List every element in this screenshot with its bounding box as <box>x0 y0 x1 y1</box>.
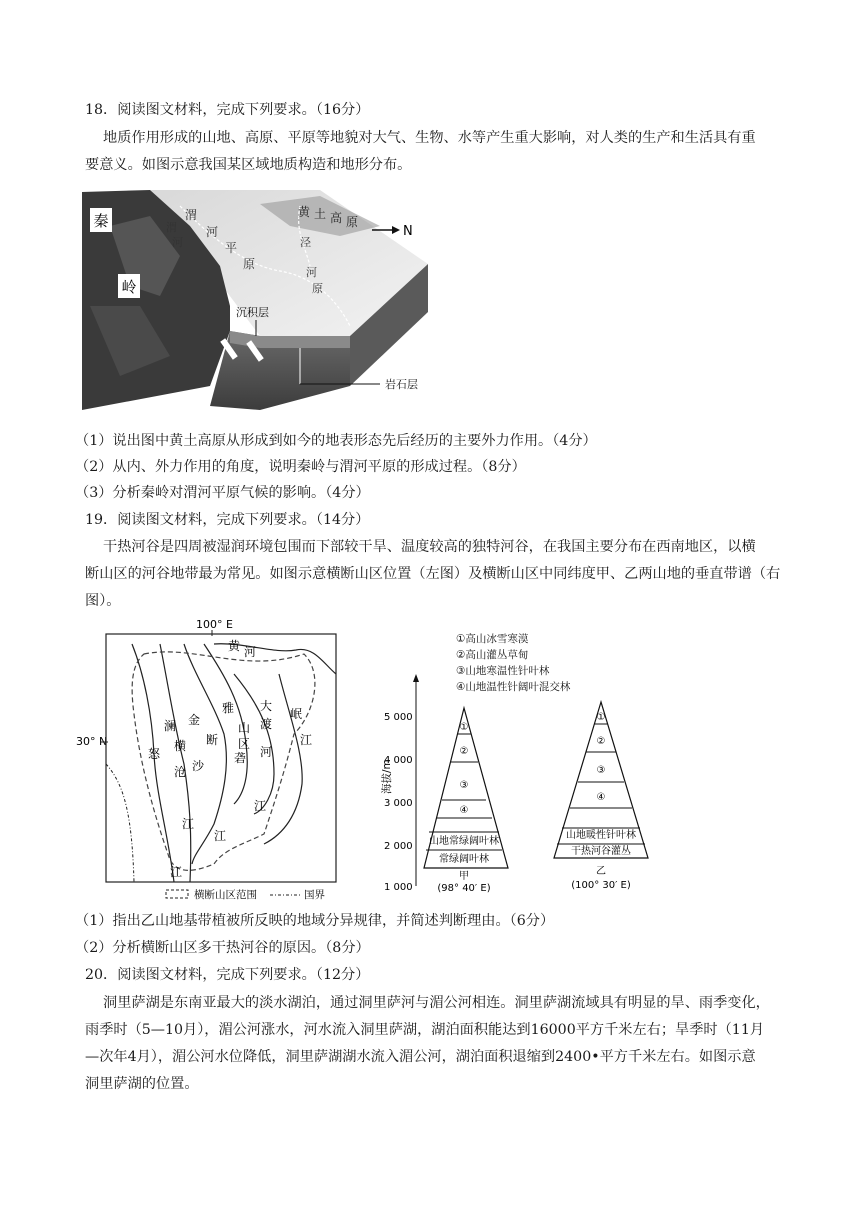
map-huanghe-2: 河 <box>244 645 257 659</box>
q19-title: 19．阅读图文材料，完成下列要求。（14分） <box>85 512 370 528</box>
yi-base-2: 干热河谷灌丛 <box>571 846 631 857</box>
map-min-2: 江 <box>300 733 313 747</box>
map-huanghe-1: 黄 <box>228 639 241 653</box>
ytick-4000: 4 000 <box>384 755 413 766</box>
map-yalong-3: 江 <box>254 799 267 813</box>
q19-para-1: 干热河谷是四周被湿润环境包围而下部较干旱、温度较高的独特河谷，在我国主要分布在西南地区，以横 <box>103 539 756 555</box>
map-dadu-2: 渡 <box>260 717 273 731</box>
map-jinsha-2: 沙 <box>192 759 205 773</box>
zone-legend-2: ②高山灌丛草甸 <box>456 649 529 661</box>
label-loess-2: 土 <box>314 207 327 221</box>
yi-lon: (100° 30′ E) <box>571 880 631 891</box>
q20-para-4: 洞里萨湖的位置。 <box>85 1076 199 1092</box>
label-wei-4: 原 <box>243 257 256 271</box>
yi-zone-2: ② <box>596 736 606 747</box>
jia-name: 甲 <box>459 871 469 882</box>
q19-para-2: 断山区的河谷地带最为常见。如图示意横断山区位置（左图）及横断山区中同纬度甲、乙两山地的垂直带谱（右 <box>85 566 781 582</box>
q18-title: 18．阅读图文材料，完成下列要求。（16分） <box>85 102 370 118</box>
map-lancang-3: 江 <box>182 817 195 831</box>
jia-zone-3: ③ <box>459 780 469 791</box>
q18-para-2: 要意义。如图示意我国某区域地质构造和地形分布。 <box>85 157 412 173</box>
yi-zone-3: ③ <box>596 765 606 776</box>
label-wei-1: 渭 <box>185 208 198 222</box>
map-heng: 横 <box>174 739 187 753</box>
map-lat: 30° N <box>76 735 108 748</box>
ytick-2000: 2 000 <box>384 841 413 852</box>
q20-title: 20．阅读图文材料，完成下列要求。（12分） <box>85 967 370 983</box>
label-jing-1: 泾 <box>300 236 311 249</box>
jia-base-2: 常绿阔叶林 <box>439 854 489 865</box>
map-dadu-3: 河 <box>260 745 273 759</box>
q19-subq-1: （1）指出乙山地基带植被所反映的地域分异规律，并简述判断理由。（6分） <box>75 913 555 929</box>
map-duan: 断 <box>206 733 219 747</box>
jia-lon: (98° 40′ E) <box>437 883 491 894</box>
map-dadu-1: 大 <box>260 699 273 713</box>
map-legend-border: 国界 <box>304 889 325 901</box>
map-yalong-1: 雅 <box>222 701 235 715</box>
label-jing-2: 河 <box>306 266 317 279</box>
mountain-yi <box>554 702 648 891</box>
ytick-3000: 3 000 <box>384 798 413 809</box>
label-north: N <box>403 224 413 239</box>
label-sediment: 沉积层 <box>236 306 269 319</box>
label-wei-3: 平 <box>225 241 238 255</box>
label-rock: 岩石层 <box>385 378 418 391</box>
label-weiriver-2: 河 <box>172 236 183 249</box>
map-min-1: 岷 <box>290 707 303 721</box>
jia-base-1: 山地常绿阔叶林 <box>429 836 499 847</box>
q18-para-1: 地质作用形成的山地、高原、平原等地貌对大气、生物、水等产生重大影响，对人类的生产和生活具有重 <box>103 130 756 146</box>
map-legend-range: 横断山区范围 <box>194 889 257 901</box>
jia-zone-2: ② <box>459 746 469 757</box>
label-jing-3: 原 <box>312 282 323 295</box>
vertical-zonation-diagram <box>380 628 680 898</box>
hengduan-map <box>74 614 354 904</box>
map-lon: 100° E <box>196 618 233 631</box>
label-ling: 岭 <box>121 278 137 296</box>
map-yalong-2: 砻 <box>234 751 247 765</box>
y-axis-label: 海拔/m <box>381 759 393 794</box>
jia-zone-4: ④ <box>459 805 469 816</box>
yi-zone-4: ④ <box>596 792 606 803</box>
ytick-5000: 5 000 <box>384 712 413 723</box>
zone-legend-4: ④山地温性针阔叶混交林 <box>456 681 571 693</box>
jia-zone-1: ① <box>459 722 469 733</box>
map-nu-1: 怒 <box>148 747 161 761</box>
q20-para-3: —次年4月），湄公河水位降低，洞里萨湖湖水流入湄公河，湖泊面积退缩到2400•平方千米左右。如图示意 <box>85 1049 756 1065</box>
label-loess-4: 原 <box>346 215 359 229</box>
map-jinsha-3: 江 <box>214 829 227 843</box>
map-region-1: 山 <box>238 721 251 735</box>
q20-para-1: 洞里萨湖是东南亚最大的淡水湖泊，通过洞里萨河与湄公河相连。洞里萨湖流域具有明显的旱、雨季变化， <box>103 995 770 1011</box>
q19-subq-2: （2）分析横断山区多干热河谷的原因。（8分） <box>75 940 370 956</box>
label-qin: 秦 <box>93 212 109 230</box>
map-lancang-1: 澜 <box>164 719 177 733</box>
ytick-1000: 1 000 <box>384 882 413 893</box>
zone-legend-3: ③山地寒温性针叶林 <box>456 665 550 677</box>
yi-name: 乙 <box>596 866 606 877</box>
map-jinsha-1: 金 <box>188 713 201 727</box>
label-weiriver-1: 渭 <box>166 221 177 234</box>
label-wei-2: 河 <box>206 225 219 239</box>
map-nu-2: 江 <box>170 865 183 879</box>
zone-legend-1: ①高山冰雪寒漠 <box>456 633 529 645</box>
q18-block-diagram <box>80 186 440 412</box>
q19-para-3: 图）。 <box>85 593 121 609</box>
yi-zone-1: ① <box>596 712 606 723</box>
label-loess-1: 黄 <box>298 205 311 219</box>
yi-base-1: 山地暖性针叶林 <box>566 830 636 841</box>
q18-subq-1: （1）说出图中黄土高原从形成到如今的地表形态先后经历的主要外力作用。（4分） <box>75 433 597 449</box>
q18-subq-3: （3）分析秦岭对渭河平原气候的影响。（4分） <box>75 485 370 501</box>
q18-subq-2: （2）从内、外力作用的角度，说明秦岭与渭河平原的形成过程。（8分） <box>75 459 526 475</box>
map-lancang-2: 沧 <box>174 765 187 779</box>
map-region-2: 区 <box>238 737 251 751</box>
q20-para-2: 雨季时（5—10月），湄公河涨水，河水流入洞里萨湖，湖泊面积能达到16000平方千米左右；旱季时（11月 <box>85 1022 765 1038</box>
mountain-jia <box>424 708 508 894</box>
label-loess-3: 高 <box>330 211 343 225</box>
